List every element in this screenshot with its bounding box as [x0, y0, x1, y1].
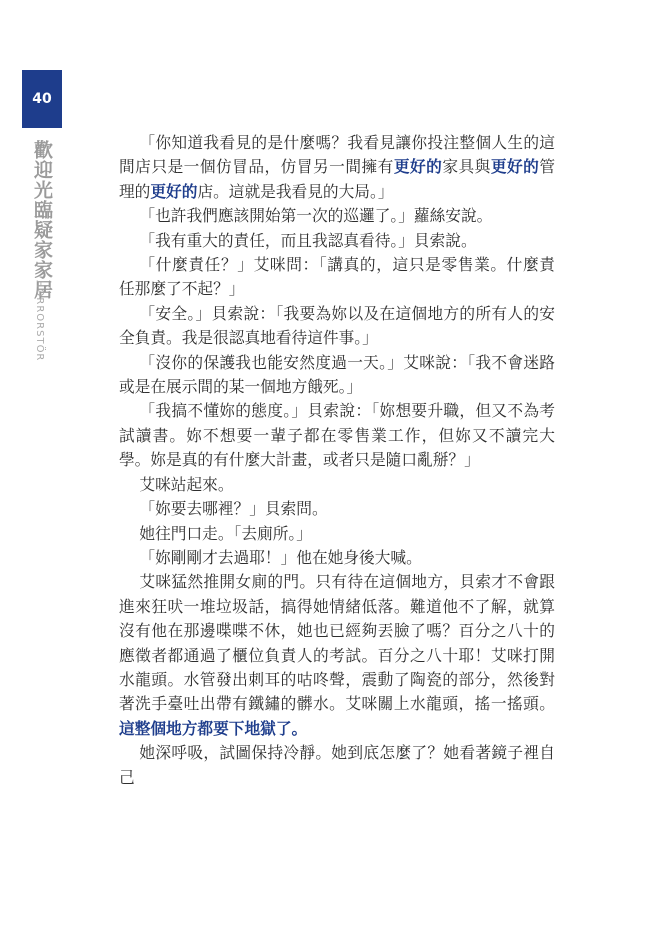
- text-run: 「我有重大的責任，而且我認真看待。」貝索說。: [139, 230, 477, 250]
- text-run: 「安全。」貝索說：「我要為妳以及在這個地方的所有人的安全負責。我是很認真地看待這件事。」: [119, 303, 555, 348]
- text-run: 管理的: [119, 157, 556, 201]
- paragraph: [119, 546, 555, 570]
- text-run: 「你知道我看見的是什麼嗎？我看見讓你投注整個人生的這間店只是一個仿冒品，仿冒另一間擁有: [119, 133, 555, 177]
- text-run: 「妳剛剛才去過耶！」他在她身後大喊。: [139, 547, 422, 567]
- emphasis-text: 更好的: [150, 181, 198, 201]
- page-number-tab: [22, 70, 62, 128]
- paragraph: [119, 522, 555, 546]
- paragraph: [119, 741, 555, 790]
- page-number: 40: [32, 91, 52, 107]
- emphasis-text: 更好的: [490, 157, 540, 177]
- paragraph: [119, 204, 555, 228]
- emphasis-text: 更好的: [393, 157, 443, 177]
- paragraph: [119, 302, 555, 351]
- text-run: 店。這就是我看見的大局。」: [197, 181, 394, 201]
- paragraph: [119, 497, 555, 521]
- text-run: 「也許我們應該開始第一次的巡邏了。」蘿絲安說。: [139, 206, 493, 226]
- book-title: 歡迎光臨疑家家居: [31, 140, 53, 300]
- paragraph: [119, 399, 555, 472]
- paragraph: [119, 253, 555, 302]
- text-run: 艾咪站起來。: [139, 474, 234, 494]
- text-run: 「我搞不懂妳的態度。」貝索說：「妳想要升職，但又不為考試讀書。妳不想要一輩子都在零售業工作，但妳又不讀完大學。妳是真的有什麼大計畫，或者只是隨口亂掰？」: [119, 401, 555, 470]
- text-run: 「什麼責任？」艾咪問：「講真的，這只是零售業。什麼責任那麼了不起？」: [119, 255, 555, 299]
- text-run: 她深呼吸，試圖保持冷靜。她到底怎麼了？她看著鏡子裡自己: [119, 743, 555, 787]
- text-run: 「妳要去哪裡？」貝索問。: [139, 499, 328, 519]
- text-run: 家具與: [442, 157, 491, 177]
- text-run: 她往門口走。「去廁所。」: [139, 523, 312, 543]
- paragraph: [119, 570, 555, 741]
- text-run: 艾咪猛然推開女廁的門。只有待在這個地方，貝索才不會跟進來狂吠一堆垃圾話，搞得她情緒低落。難道他不了解，就算沒有他在那邊喋喋不休，她也已經夠丟臉了嗎？百分之八十的應徵者都通過了櫃位負責人的考試。百分之八十耶！艾咪打開水龍頭。水管發出刺耳的咕咚聲，震動了陶瓷的部分，然後對著洗手臺吐出帶有鐵鏽的髒水。艾咪關上水龍頭，搖一搖頭。: [119, 572, 555, 714]
- paragraph: [119, 131, 555, 204]
- text-run: 「沒你的保護我也能安然度過一天。」艾咪說：「我不會迷路或是在展示間的某一個地方餓死。」: [119, 352, 555, 397]
- paragraph: [119, 229, 555, 253]
- body-text: [119, 131, 555, 790]
- paragraph: [119, 351, 555, 400]
- book-subtitle: HORRORSTÖR: [34, 280, 45, 362]
- emphasis-text: 這整個地方都要下地獄了。: [119, 718, 308, 738]
- paragraph: [119, 473, 555, 497]
